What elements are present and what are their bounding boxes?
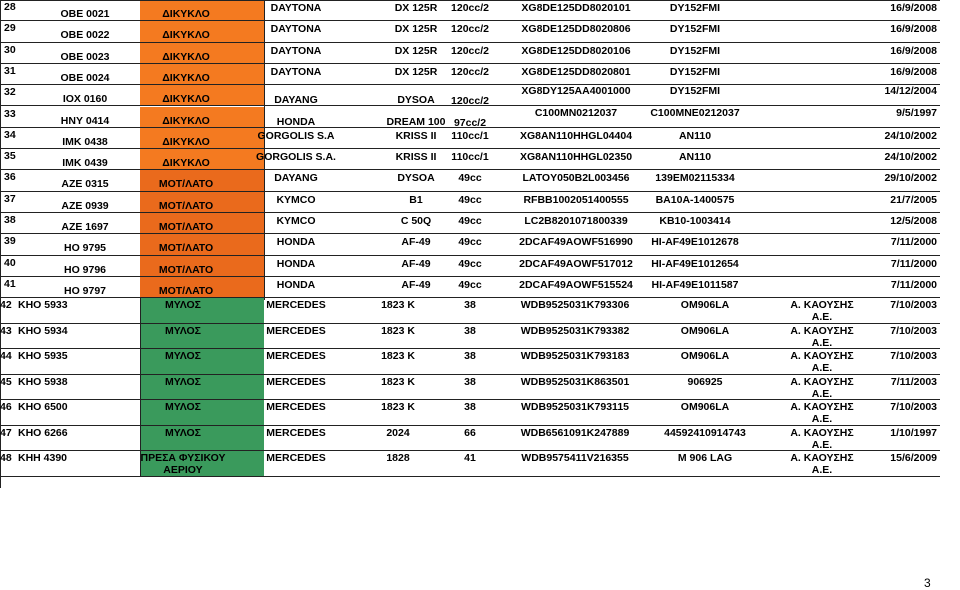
row-number: 39 bbox=[4, 235, 16, 248]
row-number-cell bbox=[0, 43, 50, 63]
table-row bbox=[0, 170, 940, 191]
row-number-cell bbox=[0, 170, 50, 190]
make: GORGOLIS S.A. bbox=[256, 151, 336, 164]
make: DAYTONA bbox=[270, 65, 322, 78]
plate-number: ΚΗΟ 6500 bbox=[18, 401, 68, 414]
registration-date: 24/10/2002 bbox=[884, 151, 937, 164]
plate-number: ΚΗΗ 4390 bbox=[18, 452, 68, 465]
row-number-cell bbox=[0, 149, 50, 169]
model: 2024 bbox=[386, 426, 410, 439]
chassis-number: RFBB1002051400555 bbox=[523, 193, 629, 206]
row-number-cell bbox=[0, 85, 50, 105]
owner-suffix: Α.Ε. bbox=[811, 387, 833, 400]
registration-date: 16/9/2008 bbox=[890, 65, 937, 78]
owner-name: Α. ΚΑΟΥΣΗΣ bbox=[790, 452, 854, 465]
table-row bbox=[0, 192, 940, 213]
row-number: 41 bbox=[4, 277, 16, 290]
table-row bbox=[0, 298, 940, 324]
row-number: 42 bbox=[0, 299, 12, 312]
vehicle-type: ΜΥΛΟΣ bbox=[165, 324, 201, 337]
make: MERCEDES bbox=[266, 426, 326, 439]
engine-cc: 110cc/1 bbox=[451, 129, 489, 142]
engine-number: OM906LA bbox=[680, 401, 730, 414]
engine-cc: 120cc/2 bbox=[451, 44, 489, 57]
vehicle-type-cell bbox=[140, 85, 264, 105]
chassis-number: WDB9525031K793306 bbox=[520, 299, 630, 312]
table-row bbox=[0, 256, 940, 277]
plate-cell bbox=[50, 85, 140, 105]
page-number: 3 bbox=[924, 576, 931, 590]
engine-number: HI-AF49E1012678 bbox=[651, 236, 739, 249]
engine-cc: 38 bbox=[464, 324, 476, 337]
vehicle-type-line2: ΑΕΡΙΟΥ bbox=[163, 464, 203, 477]
vehicle-type-cell bbox=[140, 64, 264, 84]
vehicle-type: ΜΟΤ/ΛΑΤΟ bbox=[158, 178, 214, 191]
engine-number: AN110 bbox=[678, 151, 712, 164]
engine-cc: 97cc/2 bbox=[453, 116, 487, 129]
model: DYSOA bbox=[397, 94, 435, 107]
chassis-number: 2DCAF49AOWF517012 bbox=[519, 257, 633, 270]
vehicle-type: ΔΙΚΥΚΛΟ bbox=[162, 157, 210, 170]
vehicle-type: ΜΟΤ/ΛΑΤΟ bbox=[158, 263, 214, 276]
make: MERCEDES bbox=[266, 452, 326, 465]
row-number: 32 bbox=[4, 86, 16, 99]
chassis-number: WDB9525031K793183 bbox=[520, 350, 630, 363]
vehicle-type-cell bbox=[140, 234, 264, 254]
plate-number: ΗΝΥ 0414 bbox=[60, 114, 110, 127]
chassis-number: WDB9525031K793382 bbox=[520, 324, 630, 337]
owner-suffix: Α.Ε. bbox=[811, 362, 833, 375]
row-number-cell bbox=[0, 256, 50, 276]
chassis-number: WDB9575411V216355 bbox=[521, 452, 629, 465]
row-number: 43 bbox=[0, 324, 12, 337]
make: DAYANG bbox=[274, 172, 318, 185]
engine-number: DY152FMI bbox=[669, 23, 721, 36]
engine-number: KB10-1003414 bbox=[659, 215, 731, 227]
engine-cc: 49cc bbox=[458, 236, 482, 249]
engine-number: DY152FMI bbox=[669, 2, 721, 14]
engine-number: OM906LA bbox=[680, 299, 730, 312]
registration-date: 7/10/2003 bbox=[890, 324, 937, 337]
vehicle-type-cell bbox=[140, 375, 264, 400]
model: DX 125R bbox=[394, 44, 438, 57]
make: DAYANG bbox=[274, 94, 318, 107]
model: B1 bbox=[409, 193, 423, 206]
plate-number: ΙΜΚ 0438 bbox=[62, 135, 108, 148]
table-row bbox=[0, 375, 940, 401]
registration-date: 14/12/2004 bbox=[884, 85, 937, 98]
plate-number: ΚΗΟ 5938 bbox=[18, 375, 68, 388]
make: HONDA bbox=[276, 236, 316, 249]
owner-name: Α. ΚΑΟΥΣΗΣ bbox=[790, 299, 854, 312]
vehicle-type: ΠΡΕΣΑ ΦΥΣΙΚΟΥ bbox=[140, 452, 226, 465]
plate-number: ΟΒΕ 0024 bbox=[60, 71, 110, 84]
table-row bbox=[0, 400, 940, 426]
table-row bbox=[0, 0, 940, 21]
table-row bbox=[0, 64, 940, 85]
row-number: 35 bbox=[4, 150, 16, 163]
plate-cell bbox=[50, 107, 140, 127]
vehicle-type: ΔΙΚΥΚΛΟ bbox=[162, 8, 210, 20]
table-row bbox=[0, 128, 940, 149]
make: GORGOLIS S.A bbox=[257, 129, 335, 142]
registration-date: 16/9/2008 bbox=[890, 2, 937, 14]
engine-cc: 49cc bbox=[458, 215, 482, 227]
registration-date: 12/5/2008 bbox=[890, 215, 937, 227]
vehicle-type-cell bbox=[140, 43, 264, 63]
vehicle-type-cell bbox=[140, 298, 264, 323]
registration-date: 1/10/1997 bbox=[890, 426, 937, 439]
plate-number: ΟΒΕ 0023 bbox=[60, 50, 110, 63]
vehicle-type-cell bbox=[140, 349, 264, 374]
registration-date: 16/9/2008 bbox=[890, 44, 937, 57]
vehicle-type: ΜΥΛΟΣ bbox=[165, 426, 201, 439]
plate-number: ΙΟΧ 0160 bbox=[62, 93, 108, 106]
make: MERCEDES bbox=[266, 375, 326, 388]
table-row bbox=[0, 149, 940, 170]
make: DAYTONA bbox=[270, 23, 322, 36]
engine-cc: 49cc bbox=[458, 172, 482, 185]
row-number-cell bbox=[0, 107, 50, 127]
plate-number: ΗΟ 9795 bbox=[63, 242, 107, 255]
engine-cc: 38 bbox=[464, 401, 476, 414]
vehicle-type-cell bbox=[140, 128, 264, 148]
registration-date: 7/10/2003 bbox=[890, 401, 937, 414]
plate-number: ΚΗΟ 6266 bbox=[18, 426, 68, 439]
model: C 50Q bbox=[400, 215, 432, 227]
row-number: 45 bbox=[0, 375, 12, 388]
chassis-number: XG8AN110HHGL04404 bbox=[519, 129, 633, 142]
chassis-number: XG8DE125DD8020806 bbox=[521, 23, 631, 36]
engine-number: C100MNE0212037 bbox=[650, 106, 740, 119]
engine-number: HI-AF49E1012654 bbox=[651, 257, 739, 270]
plate-number: ΗΟ 9796 bbox=[63, 263, 107, 276]
make: MERCEDES bbox=[266, 350, 326, 363]
row-number-cell bbox=[0, 0, 50, 20]
row-number: 48 bbox=[0, 452, 12, 465]
engine-cc: 38 bbox=[464, 375, 476, 388]
engine-cc: 49cc bbox=[458, 193, 482, 206]
engine-cc: 120cc/2 bbox=[451, 95, 489, 108]
row-number: 34 bbox=[4, 128, 16, 141]
registration-date: 7/10/2003 bbox=[890, 350, 937, 363]
engine-cc: 49cc bbox=[458, 278, 482, 291]
plate-number: ΟΒΕ 0022 bbox=[60, 29, 110, 42]
plate-number: ΙΜΚ 0439 bbox=[62, 157, 108, 170]
make: HONDA bbox=[276, 115, 316, 128]
registration-date: 15/6/2009 bbox=[890, 452, 937, 465]
chassis-number: LC2B8201071800339 bbox=[524, 215, 628, 227]
make: MERCEDES bbox=[266, 324, 326, 337]
row-number: 29 bbox=[4, 22, 16, 35]
vehicle-type: ΔΙΚΥΚΛΟ bbox=[162, 93, 210, 106]
registration-date: 24/10/2002 bbox=[884, 129, 937, 142]
table-row bbox=[0, 43, 940, 64]
vehicle-type-cell bbox=[140, 21, 264, 41]
engine-cc: 110cc/1 bbox=[451, 151, 489, 164]
owner-name: Α. ΚΑΟΥΣΗΣ bbox=[790, 426, 854, 439]
vehicle-type: ΜΥΛΟΣ bbox=[165, 350, 201, 363]
model: 1823 K bbox=[381, 299, 415, 312]
owner-name: Α. ΚΑΟΥΣΗΣ bbox=[790, 324, 854, 337]
engine-number: M 906 LAG bbox=[677, 452, 733, 465]
row-number-cell bbox=[0, 64, 50, 84]
table-row bbox=[0, 277, 940, 298]
row-number-cell bbox=[0, 21, 50, 41]
row-number: 31 bbox=[4, 64, 16, 77]
chassis-number: XG8DE125DD8020801 bbox=[521, 65, 631, 78]
vehicle-type: ΜΟΤ/ΛΑΤΟ bbox=[158, 284, 214, 297]
registration-date: 21/7/2005 bbox=[890, 193, 937, 206]
chassis-number: XG8AN110HHGL02350 bbox=[519, 151, 633, 164]
model: AF-49 bbox=[401, 257, 431, 270]
registration-date: 29/10/2002 bbox=[884, 172, 937, 185]
row-number: 33 bbox=[4, 107, 16, 120]
engine-cc: 120cc/2 bbox=[451, 65, 489, 78]
model: KRISS II bbox=[395, 129, 437, 142]
plate-number: ΚΗΟ 5934 bbox=[18, 324, 68, 337]
model: 1823 K bbox=[381, 350, 415, 363]
engine-number: DY152FMI bbox=[669, 65, 721, 78]
model: AF-49 bbox=[401, 278, 431, 291]
registration-date: 7/11/2000 bbox=[890, 257, 937, 270]
chassis-number: WDB9525031K793115 bbox=[521, 401, 629, 414]
vehicle-type-cell bbox=[140, 324, 264, 349]
make: HONDA bbox=[276, 278, 316, 291]
engine-cc: 38 bbox=[464, 299, 476, 312]
chassis-number: WDB9525031K863501 bbox=[520, 375, 630, 388]
table-row bbox=[0, 107, 940, 128]
registration-date: 7/10/2003 bbox=[890, 299, 937, 312]
make: MERCEDES bbox=[266, 299, 326, 312]
vehicle-type-cell bbox=[140, 107, 264, 127]
table-row bbox=[0, 349, 940, 375]
row-number: 44 bbox=[0, 350, 12, 363]
plate-cell bbox=[50, 64, 140, 84]
registration-date: 7/11/2000 bbox=[890, 278, 937, 291]
row-number: 46 bbox=[0, 401, 12, 414]
vehicle-type: ΜΟΤ/ΛΑΤΟ bbox=[158, 221, 214, 233]
engine-number: 906925 bbox=[687, 375, 723, 388]
vehicle-type-cell bbox=[140, 170, 264, 190]
owner-name: Α. ΚΑΟΥΣΗΣ bbox=[790, 401, 854, 414]
table-row bbox=[0, 234, 940, 255]
table-row bbox=[0, 85, 940, 106]
model: 1828 bbox=[386, 452, 410, 465]
owner-suffix: Α.Ε. bbox=[811, 464, 833, 477]
engine-number: DY152FMI bbox=[669, 44, 721, 57]
registration-date: 16/9/2008 bbox=[890, 23, 937, 36]
model: DX 125R bbox=[394, 2, 438, 14]
row-number-cell bbox=[0, 192, 50, 212]
owner-suffix: Α.Ε. bbox=[811, 336, 833, 349]
vehicle-type-cell bbox=[140, 277, 264, 297]
vehicle-type: ΔΙΚΥΚΛΟ bbox=[162, 29, 210, 42]
vehicle-type: ΜΟΤ/ΛΑΤΟ bbox=[158, 242, 214, 255]
make: DAYTONA bbox=[270, 2, 322, 14]
vehicle-type-cell bbox=[140, 149, 264, 169]
plate-cell bbox=[50, 128, 140, 148]
vehicle-type-cell bbox=[140, 192, 264, 212]
registration-date: 7/11/2003 bbox=[890, 375, 937, 388]
engine-number: 44592410914743 bbox=[664, 426, 746, 439]
table-row bbox=[0, 426, 940, 452]
owner-suffix: Α.Ε. bbox=[811, 311, 833, 324]
table-row bbox=[0, 21, 940, 42]
vehicle-type-cell bbox=[140, 256, 264, 276]
row-number-cell bbox=[0, 128, 50, 148]
engine-number: OM906LA bbox=[680, 350, 730, 363]
owner-name: Α. ΚΑΟΥΣΗΣ bbox=[790, 375, 854, 388]
model: 1823 K bbox=[381, 375, 415, 388]
plate-number: ΚΗΟ 5933 bbox=[18, 299, 68, 312]
row-number: 40 bbox=[4, 256, 16, 269]
vehicle-type: ΜΥΛΟΣ bbox=[165, 299, 201, 312]
row-number: 36 bbox=[4, 171, 16, 184]
vehicle-type: ΔΙΚΥΚΛΟ bbox=[162, 71, 210, 84]
engine-cc: 49cc bbox=[458, 257, 482, 270]
plate-number: ΑΖΕ 0939 bbox=[61, 199, 109, 212]
engine-number: HI-AF49E1011587 bbox=[651, 278, 739, 291]
model: AF-49 bbox=[401, 236, 431, 249]
row-number: 38 bbox=[4, 214, 16, 226]
chassis-number: XG8DE125DD8020101 bbox=[521, 2, 631, 14]
vehicle-type-cell bbox=[140, 0, 264, 20]
plate-cell bbox=[50, 234, 140, 254]
plate-number: ΑΖΕ 1697 bbox=[61, 221, 109, 233]
engine-number: AN110 bbox=[678, 129, 712, 142]
make: DAYTONA bbox=[270, 44, 322, 57]
plate-cell bbox=[50, 0, 140, 20]
make: KYMCO bbox=[276, 215, 316, 227]
model: DYSOA bbox=[397, 172, 435, 185]
plate-number: ΑΖΕ 0315 bbox=[61, 178, 109, 191]
engine-cc: 120cc/2 bbox=[451, 2, 489, 14]
vehicle-type: ΔΙΚΥΚΛΟ bbox=[162, 135, 210, 148]
row-number-cell bbox=[0, 213, 50, 233]
row-number-cell bbox=[0, 234, 50, 254]
plate-number: ΟΒΕ 0021 bbox=[60, 8, 110, 20]
chassis-number: LATOY050B2L003456 bbox=[522, 172, 630, 185]
model: 1823 K bbox=[381, 324, 415, 337]
vehicle-type-cell bbox=[140, 213, 264, 233]
plate-cell bbox=[50, 277, 140, 297]
engine-cc: 66 bbox=[464, 426, 476, 439]
table-row bbox=[0, 213, 940, 234]
owner-suffix: Α.Ε. bbox=[811, 438, 833, 451]
vehicle-type: ΔΙΚΥΚΛΟ bbox=[162, 50, 210, 63]
vehicle-type: ΜΟΤ/ΛΑΤΟ bbox=[158, 199, 214, 212]
owner-name: Α. ΚΑΟΥΣΗΣ bbox=[790, 350, 854, 363]
chassis-number: WDB6561091K247889 bbox=[520, 426, 630, 439]
chassis-number: XG8DY125AA4001000 bbox=[521, 85, 631, 98]
engine-number: 139EM02115334 bbox=[655, 172, 735, 185]
model: KRISS II bbox=[395, 151, 437, 164]
registration-date: 7/11/2000 bbox=[890, 236, 937, 249]
row-number: 28 bbox=[4, 1, 16, 13]
model: DX 125R bbox=[394, 65, 438, 78]
plate-cell bbox=[50, 213, 140, 233]
row-number: 30 bbox=[4, 43, 16, 56]
owner-suffix: Α.Ε. bbox=[811, 413, 833, 426]
row-number: 47 bbox=[0, 426, 12, 439]
table-top-border bbox=[0, 0, 940, 1]
chassis-number: C100MN0212037 bbox=[534, 106, 618, 119]
plate-number: ΗΟ 9797 bbox=[63, 284, 107, 297]
chassis-number: XG8DE125DD8020106 bbox=[521, 44, 631, 57]
model: DREAM 100 bbox=[386, 115, 446, 128]
plate-cell bbox=[50, 43, 140, 63]
plate-cell bbox=[50, 21, 140, 41]
table-row bbox=[0, 324, 940, 350]
row-number-cell bbox=[0, 277, 50, 297]
model: DX 125R bbox=[394, 23, 438, 36]
model: 1823 K bbox=[381, 401, 415, 414]
vehicle-type-cell bbox=[140, 400, 264, 425]
engine-cc: 120cc/2 bbox=[451, 23, 489, 36]
make: HONDA bbox=[276, 257, 316, 270]
table-row bbox=[0, 451, 940, 477]
plate-cell bbox=[50, 170, 140, 190]
plate-cell bbox=[50, 192, 140, 212]
engine-number: OM906LA bbox=[680, 324, 730, 337]
vehicle-type: ΜΥΛΟΣ bbox=[165, 401, 201, 414]
make: MERCEDES bbox=[266, 401, 326, 414]
vehicle-type-cell bbox=[140, 451, 264, 476]
plate-cell bbox=[50, 149, 140, 169]
row-number: 37 bbox=[4, 192, 16, 205]
plate-cell bbox=[50, 256, 140, 276]
make: KYMCO bbox=[276, 193, 316, 206]
engine-number: DY152FMI bbox=[669, 85, 721, 98]
engine-number: BA10A-1400575 bbox=[655, 193, 735, 206]
plate-number: ΚΗΟ 5935 bbox=[18, 350, 68, 363]
chassis-number: 2DCAF49AOWF516990 bbox=[519, 236, 633, 249]
vehicle-type: ΜΥΛΟΣ bbox=[165, 375, 201, 388]
chassis-number: 2DCAF49AOWF515524 bbox=[519, 278, 633, 291]
registration-date: 9/5/1997 bbox=[896, 106, 937, 119]
vehicle-type-cell bbox=[140, 426, 264, 451]
engine-cc: 38 bbox=[464, 350, 476, 363]
vehicle-type: ΔΙΚΥΚΛΟ bbox=[162, 114, 210, 127]
engine-cc: 41 bbox=[464, 452, 476, 465]
